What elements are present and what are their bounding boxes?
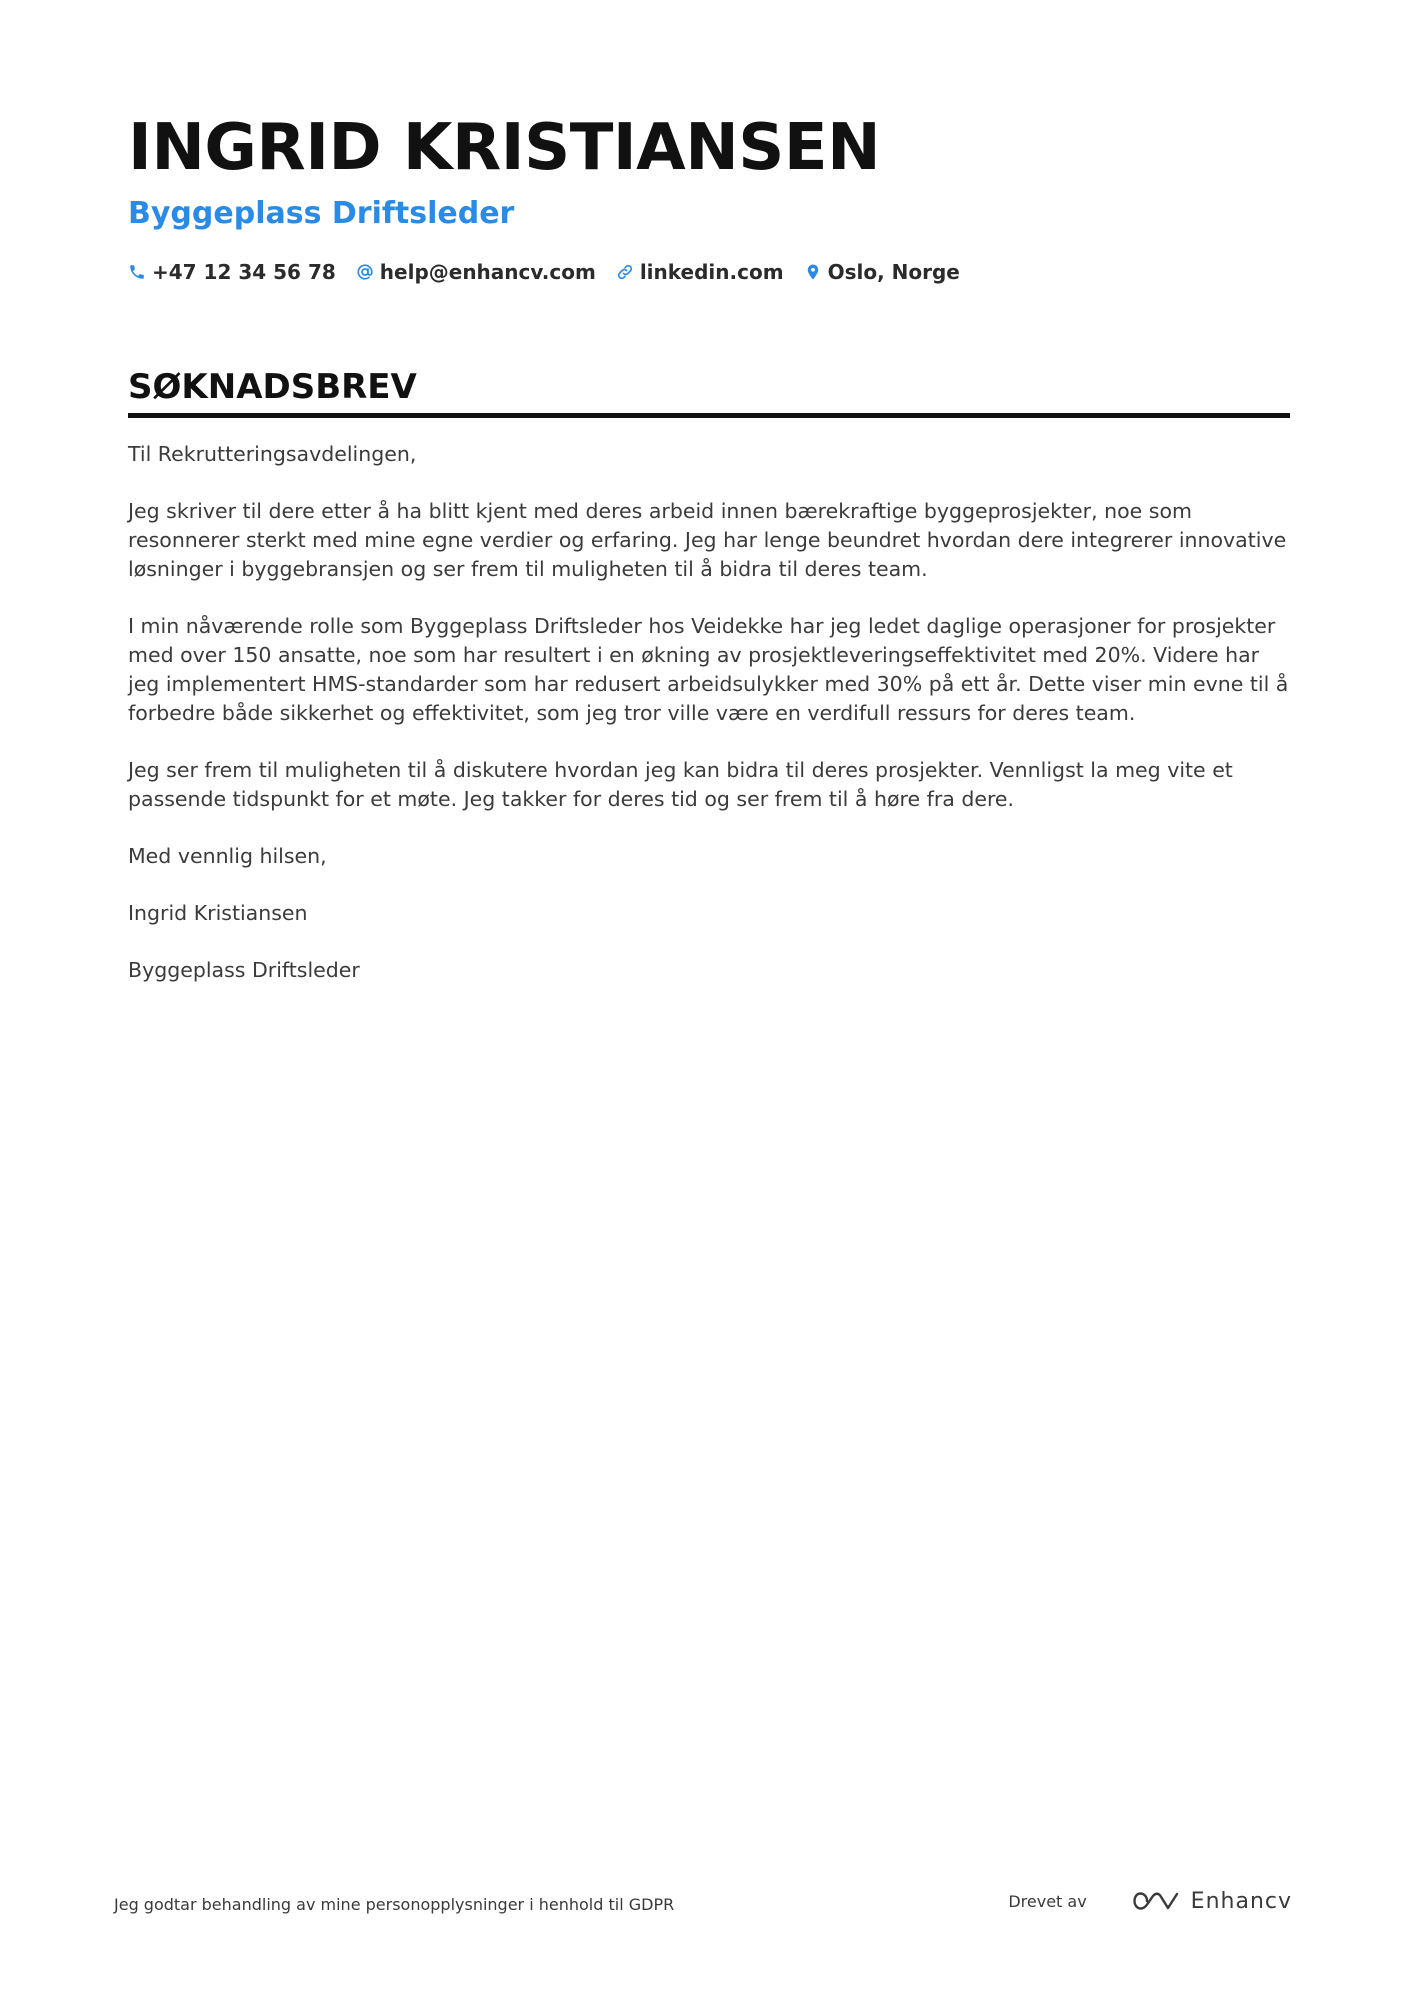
contact-linkedin[interactable] <box>616 260 784 284</box>
linkedin-url: linkedin.com <box>639 260 784 284</box>
powered-by <box>1008 1888 1292 1914</box>
brand-name: Enhancv <box>1190 1888 1292 1914</box>
signature-title: Byggeplass Driftsleder <box>128 958 360 982</box>
candidate-job-title: Byggeplass Driftsleder <box>128 196 515 231</box>
section-divider <box>128 413 1290 418</box>
at-icon <box>356 263 374 281</box>
letter-body <box>128 440 1290 1013</box>
letter-paragraph: Jeg skriver til dere etter å ha blitt kjent med deres arbeid innen bærekraftige byggeprosjekter, noe som resonnerer sterkt med mine egne verdier og erfaring. Jeg har lenge beundret hvordan dere integrerer innovative løsninger i byggebransjen og ser frem til muligheten til å bidra til deres team. <box>128 499 1287 581</box>
section-title: SØKNADSBREV <box>128 367 417 407</box>
contact-email[interactable] <box>356 260 596 284</box>
phone-icon <box>128 263 146 281</box>
letter-paragraph: I min nåværende rolle som Byggeplass Driftsleder hos Veidekke har jeg ledet daglige operasjoner for prosjekter med over 150 ansatte, noe som har resultert i en økning av prosjektleveringseffektivitet med 20%. Videre har jeg implementert HMS-standarder som har redusert arbeidsulykker med 30% på ett år. Dette viser min evne til å forbedre både sikkerhet og effektivitet, som jeg tror ville være en verdifull ressurs for deres team. <box>128 614 1289 725</box>
phone-number: +47 12 34 56 78 <box>152 260 336 284</box>
candidate-name: INGRID KRISTIANSEN <box>128 111 881 185</box>
letter-paragraph: Jeg ser frem til muligheten til å diskutere hvordan jeg kan bidra til deres prosjekter. Vennligst la meg vite et passende tidspunkt for et møte. Jeg takker for deres tid og ser frem til å høre fra dere. <box>128 758 1233 811</box>
email-address: help@enhancv.com <box>379 260 596 284</box>
signature-name: Ingrid Kristiansen <box>128 901 308 925</box>
contact-location <box>804 260 960 284</box>
resume-header <box>128 110 1288 284</box>
location-text: Oslo, Norge <box>827 260 960 284</box>
location-pin-icon <box>804 263 822 281</box>
contact-phone[interactable] <box>128 260 336 284</box>
powered-by-label: Drevet av <box>1008 1891 1087 1911</box>
cover-letter-section-header <box>128 365 1290 418</box>
gdpr-consent: Jeg godtar behandling av mine personopplysninger i henhold til GDPR <box>114 1895 675 1914</box>
enhancv-logo-icon <box>1133 1888 1179 1914</box>
link-icon <box>616 263 634 281</box>
contact-info <box>128 260 1288 284</box>
brand-logo[interactable] <box>1133 1888 1292 1914</box>
salutation: Til Rekrutteringsavdelingen, <box>128 442 417 466</box>
closing: Med vennlig hilsen, <box>128 844 327 868</box>
